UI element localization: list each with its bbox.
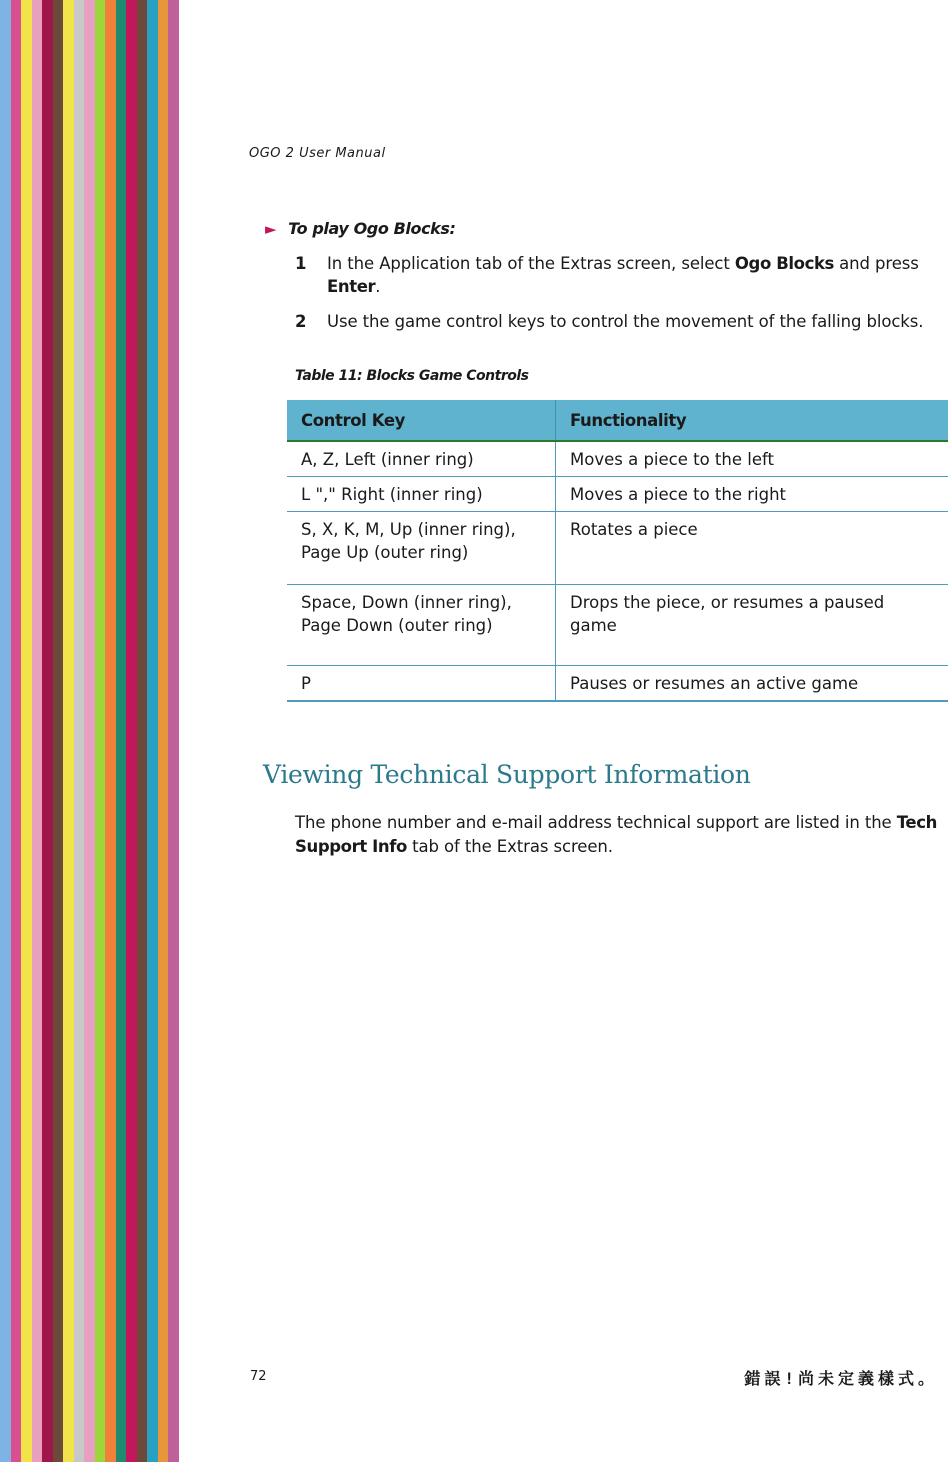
table-cell: Moves a piece to the left [556, 441, 948, 477]
step-1 [295, 252, 945, 298]
paragraph-text-part: tab of the Extras screen. [406, 837, 613, 856]
stripe [63, 0, 74, 1462]
table-cell: Pauses or resumes an active game [556, 666, 948, 702]
table-row [287, 585, 948, 666]
table-row [287, 512, 948, 585]
key-name: Enter [327, 277, 376, 296]
stripe [126, 0, 137, 1462]
page-number: 72 [250, 1369, 267, 1384]
stripe [84, 0, 95, 1462]
stripe [158, 0, 169, 1462]
stripe [168, 0, 179, 1462]
table-cell: Rotates a piece [556, 512, 948, 585]
step-text [327, 252, 945, 298]
stripe [147, 0, 158, 1462]
body-paragraph [295, 811, 945, 859]
stripe [105, 0, 116, 1462]
menu-item-name: Ogo Blocks [734, 254, 834, 273]
step-text: Use the game control keys to control the movement of the falling blocks. [327, 312, 924, 331]
triangle-bullet-icon: ► [265, 220, 277, 238]
table-cell: S, X, K, M, Up (inner ring), Page Up (outer ring) [287, 512, 556, 585]
column-header: Functionality [556, 400, 948, 441]
tab-name: Tech Support Info [295, 813, 937, 856]
procedure-title-text: To play Ogo Blocks: [288, 219, 456, 238]
step-text-part: In the Application tab of the Extras screen, select [327, 254, 735, 273]
table-cell: Moves a piece to the right [556, 477, 948, 512]
column-header: Control Key [287, 400, 556, 441]
table-header-row [287, 400, 948, 441]
step-2 [295, 310, 945, 333]
step-number: 1 [295, 254, 307, 273]
stripe [116, 0, 127, 1462]
procedure-title [265, 219, 456, 238]
table-row [287, 477, 948, 512]
stripe [95, 0, 106, 1462]
step-number: 2 [295, 312, 307, 331]
table-cell: Space, Down (inner ring), Page Down (outer ring) [287, 585, 556, 666]
step-text-part: and press [833, 254, 919, 273]
table-row [287, 666, 948, 702]
stripe [137, 0, 148, 1462]
section-heading: Viewing Technical Support Information [263, 760, 751, 789]
footer-style-error: 錯誤!尚未定義樣式。 [744, 1369, 938, 1388]
stripe [11, 0, 22, 1462]
stripe [32, 0, 43, 1462]
table-row [287, 441, 948, 477]
running-header: OGO 2 User Manual [249, 146, 386, 161]
controls-table [287, 400, 948, 702]
stripe [21, 0, 32, 1462]
table-caption: Table 11: Blocks Game Controls [295, 368, 529, 384]
stripe [74, 0, 85, 1462]
step-text-part: . [375, 277, 381, 296]
table-cell: A, Z, Left (inner ring) [287, 441, 556, 477]
table-cell: L "," Right (inner ring) [287, 477, 556, 512]
table-cell: Drops the piece, or resumes a paused game [556, 585, 948, 666]
stripe [53, 0, 64, 1462]
paragraph-text-part: The phone number and e-mail address technical support are listed in the [295, 813, 897, 832]
decorative-stripes [0, 0, 200, 1462]
stripe [42, 0, 53, 1462]
table-cell: P [287, 666, 556, 702]
stripe [0, 0, 11, 1462]
